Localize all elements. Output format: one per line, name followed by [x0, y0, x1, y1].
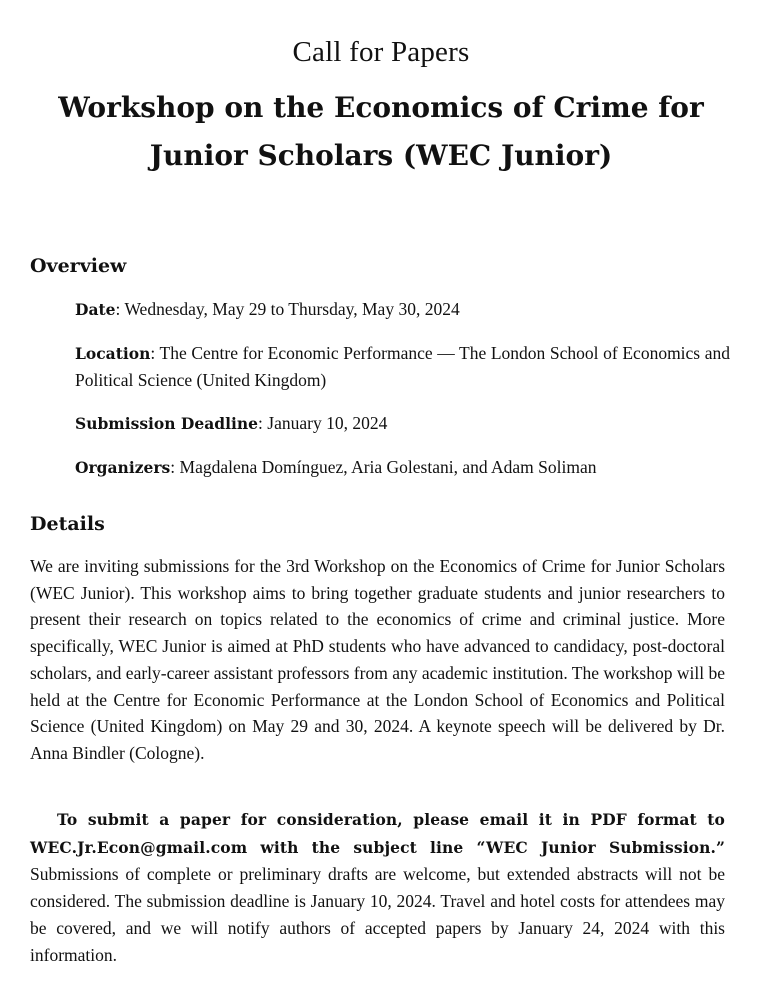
overview-deadline: Submission Deadline: January 10, 2024 — [75, 413, 388, 433]
details-heading: Details — [30, 513, 105, 535]
details-paragraph-2 — [30, 806, 725, 968]
overview-organizers-value: Magdalena Domínguez, Aria Golestani, and Adam Soliman — [179, 457, 597, 477]
overview-date-value: Wednesday, May 29 to Thursday, May 30, 2024 — [124, 299, 460, 319]
submission-details: Submissions of complete or preliminary drafts are welcome, but extended abstracts will not be considered. The submission deadline is January 10, 2024. Travel and hotel costs for attendees may be covered, and we will notify authors of accepted papers by January 24, 2024 with this information. — [30, 864, 725, 965]
overview-deadline-term: Submission Deadline — [75, 414, 259, 433]
overview-heading: Overview — [30, 255, 127, 277]
overview-location: Location: The Centre for Economic Performance — The London School of Economics and Political Science (United Kingdom) — [75, 343, 731, 390]
overview-organizers: Organizers: Magdalena Domínguez, Aria Golestani, and Adam Soliman — [75, 457, 597, 477]
overview-date: Date: Wednesday, May 29 to Thursday, May 30, 2024 — [75, 299, 460, 319]
submission-instructions: To submit a paper for consideration, please email it in PDF format to WEC.Jr.Econ@gmail.com with the subject line “WEC Junior Submission.” — [30, 810, 725, 857]
overview-location-term: Location — [75, 344, 151, 363]
details-paragraph-1: We are inviting submissions for the 3rd Workshop on the Economics of Crime for Junior Scholars (WEC Junior). This workshop aims to bring together graduate students and junior researchers to present their research on topics related to the economics of crime and criminal justice. More specifically, WEC Junior is aimed at PhD students who have advanced to candidacy, post-doctoral scholars, and early-career assistant professors from any academic institution. The workshop will be held at the Centre for Economic Performance at the London School of Economics and Political Science (United Kingdom) on May 29 and 30, 2024. A keynote speech will be delivered by Dr. Anna Bindler (Cologne). — [30, 556, 725, 763]
overview-location-value: The Centre for Economic Performance — The London School of Economics and Political Science (United Kingdom) — [75, 343, 731, 390]
overview-organizers-term: Organizers — [75, 458, 171, 477]
workshop-title: Workshop on the Economics of Crime for Junior Scholars (WEC Junior) — [58, 91, 704, 172]
overview-deadline-value: January 10, 2024 — [267, 413, 388, 433]
call-for-papers-label: Call for Papers — [292, 36, 470, 68]
overview-date-term: Date — [75, 300, 116, 319]
